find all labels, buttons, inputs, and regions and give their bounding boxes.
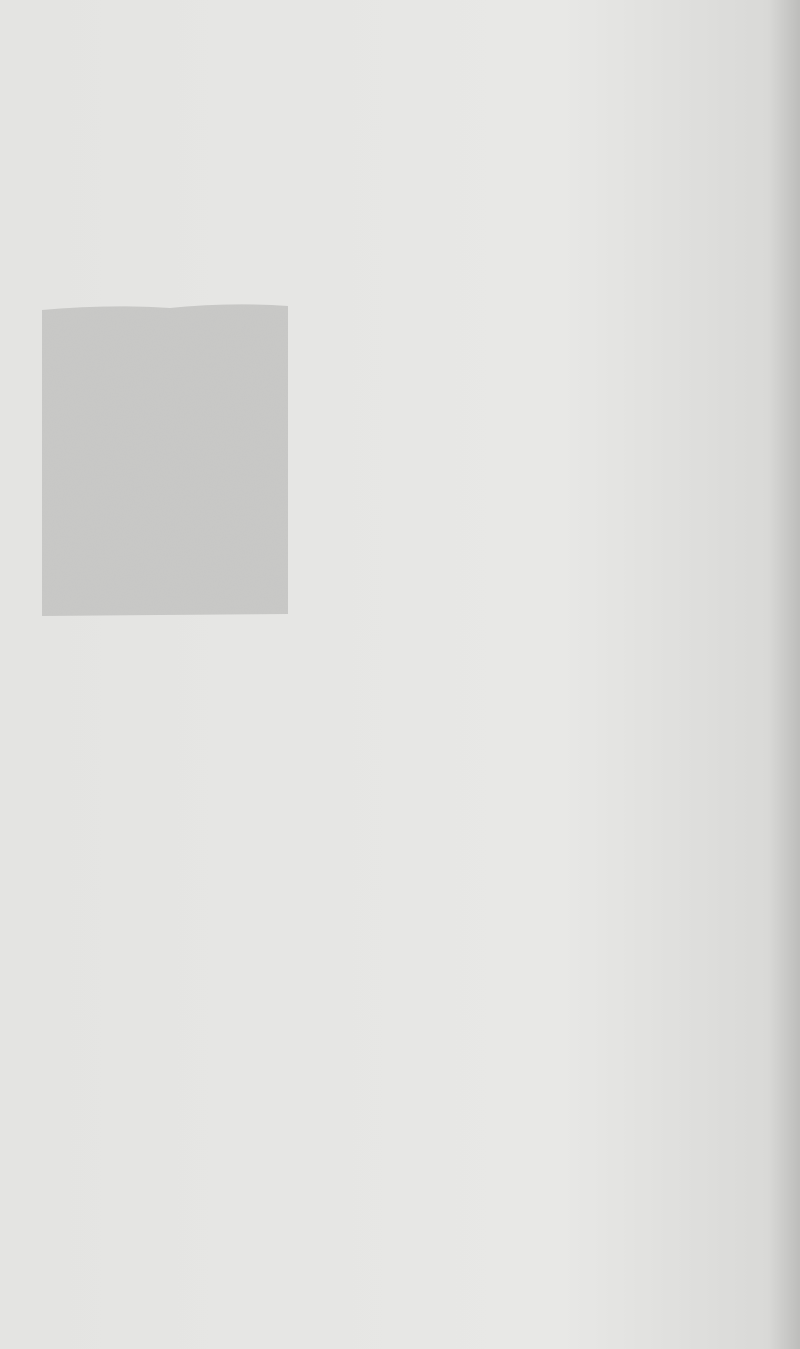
running-head [30, 32, 770, 58]
figure-liver-cirrhosis-illustration [40, 302, 290, 620]
texture-overlay [42, 304, 288, 616]
liver-section-drawing [40, 302, 290, 620]
